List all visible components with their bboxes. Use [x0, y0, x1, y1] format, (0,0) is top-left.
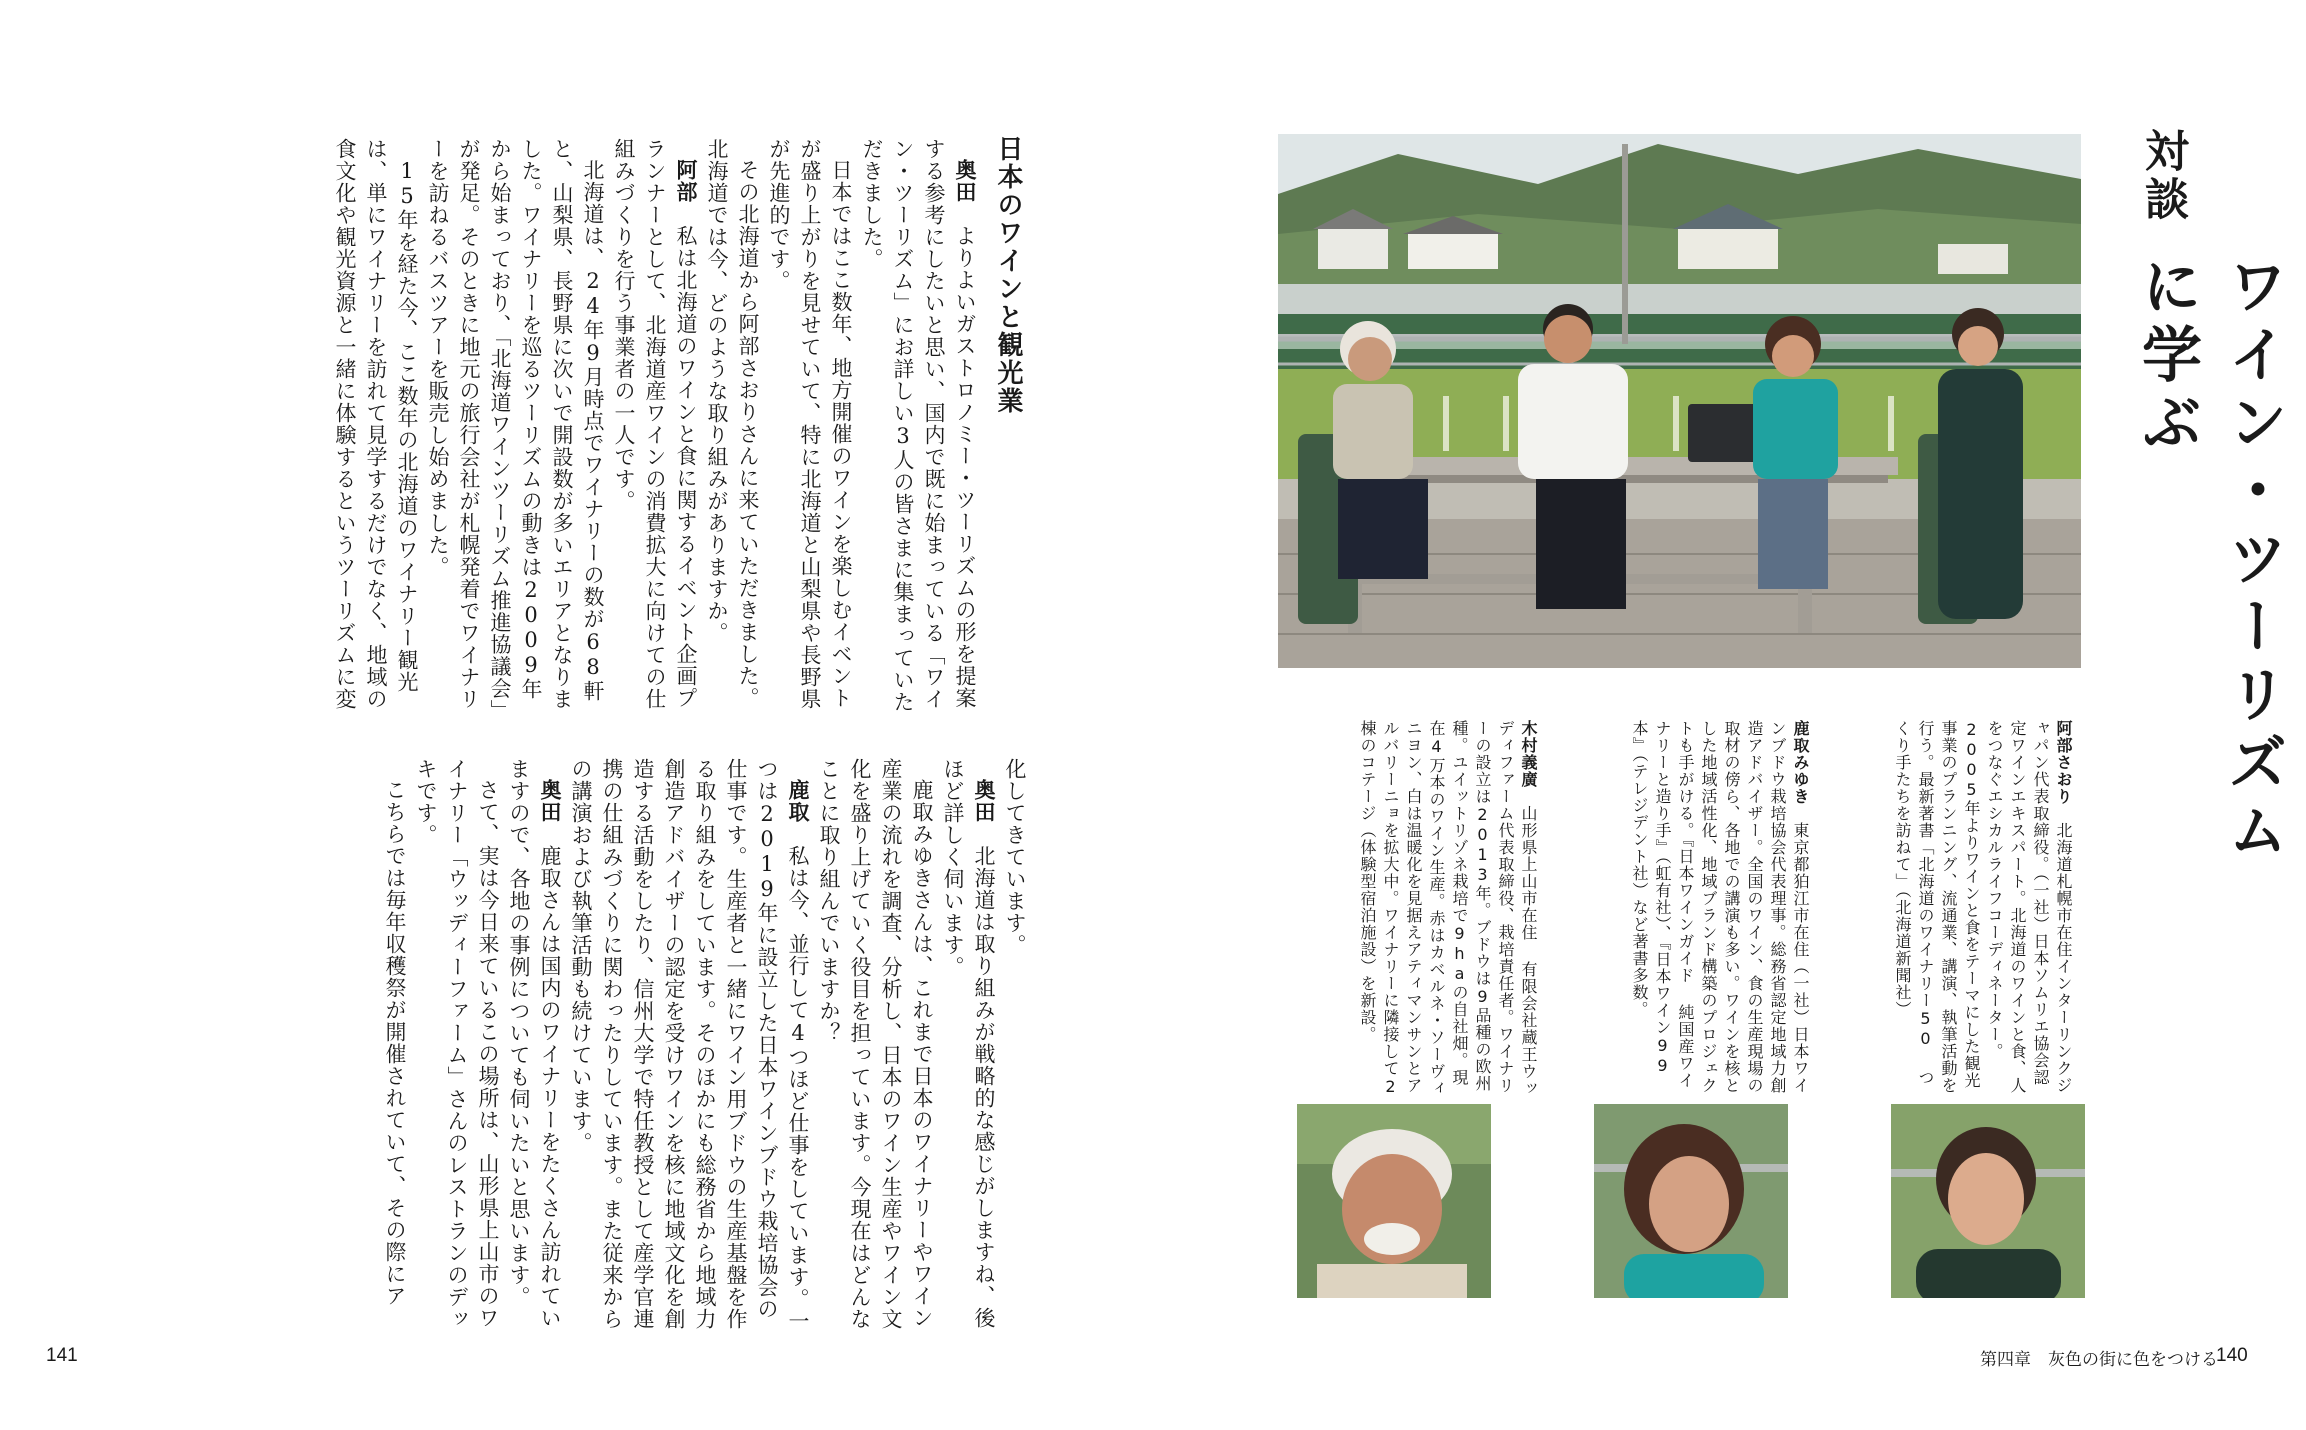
- portrait-katori: [1594, 1104, 1788, 1298]
- page-number-right: 140: [2216, 1345, 2248, 1366]
- portrait-kimura-illustration: [1297, 1104, 1491, 1298]
- paragraph: [608, 138, 701, 720]
- article-title: ワイン・ツーリズムに学ぶ: [2132, 255, 2288, 867]
- paragraph: 日本ではここ数年、地方開催のワインを楽しむイベントが盛り上がりを見せていて、特に北海道と山梨県や長野県が先進的です。: [767, 138, 853, 710]
- bio-kimura-text: 山形県上山市在住 有限会社蔵王ウッディファーム代表取締役、栽培責任者。ワイナリーの設立は2013年。ブドウは9品種の欧州種。ユイットリゾネ栽培で9haの自社畑。現在4万本のワイン生産。赤はカベルネ・ソーヴィニヨン、白は温暖化を見据えアティマンサンとアルバリーニョを拡大中。ワイナリーに隣接して2棟のコテージ（体験型宿泊施設）を新設。: [1358, 720, 1538, 1097]
- bio-abe-text: 北海道札幌市在住インターリンクジャパン代表取締役。（一社）日本ソムリエ協会認定ワインエキスパート。北海道のワインと食、人をつなぐエシカルライフコーディネーター。2005年よりワインと食をテーマにした観光事業のプランニング、流通業、講演、執筆活動を行う。最新著書「北海道のワイナリー50 つくり手たちを訪ねて」（北海道新聞社）: [1893, 720, 2073, 1094]
- section-heading: 日本のワインと観光業: [993, 135, 1023, 415]
- bio-kimura: [1310, 720, 1540, 1100]
- paragraph: 化してきています。: [1003, 758, 1027, 956]
- paragraph: その北海道から阿部さおりさんに来ていただきました。北海道では今、どのような取り組みがありますか。: [705, 138, 760, 709]
- speaker-label: 阿部: [674, 159, 698, 203]
- speaker-label: 奥田: [972, 779, 996, 823]
- article-kicker: 対談: [2137, 128, 2188, 224]
- paragraph-text: 私は今、並行して4つほど仕事をしています。一つは2019年に設立した日本ワインブドウ栽培協会の仕事です。生産者と一緒にワイン用ブドウの生産基盤を作る取り組みをしています。そのほかにも総務省から地域力創造アドバイザーの認定を受けワインを核に地域文化を創造する活動をしたり、信州大学で特任教授として産学官連携の仕組みづくりに関わったりしています。また従来からの講演および執筆活動も続けています。: [569, 758, 810, 1332]
- paragraph-text: よりよいガストロノミー・ツーリズムの形を提案する参考にしたいと思い、国内で既に始まっている「ワイン・ツーリズム」にお詳しい3人の皆さまに集まっていただきました。: [860, 138, 977, 713]
- paragraph: [937, 758, 999, 1340]
- speaker-label: 鹿取: [786, 779, 810, 823]
- paragraph: [856, 138, 980, 720]
- top-text-block: [142, 138, 980, 720]
- bio-kimura-name: 木村義廣: [1519, 720, 1538, 788]
- paragraph: 15年を経た今、ここ数年の北海道のワイナリー観光は、単にワイナリーを訪れて見学するだけでなく、地域の食文化や観光資源と一緒に体験するというツーリズムに変: [333, 138, 419, 710]
- paragraph-text: 北海道は取り組みが戦略的な感じがしますね、後ほど詳しく伺います。: [941, 758, 996, 1329]
- paragraph: [565, 758, 813, 1340]
- running-head: 第四章 灰色の街に色をつける: [1980, 1350, 2218, 1370]
- bio-abe-name: 阿部さおり: [2054, 720, 2073, 805]
- portrait-abe-illustration: [1891, 1104, 2085, 1298]
- page-number-left: 141: [46, 1345, 78, 1366]
- bottom-text-block: [142, 758, 1030, 1340]
- paragraph-text: 私は北海道のワインと食に関するイベント企画プランナーとして、北海道産ワインの消費拡大に向けての仕組みづくりを行う事業者の一人です。: [612, 138, 698, 710]
- portrait-abe: [1891, 1104, 2085, 1298]
- main-photo: [1278, 134, 2081, 668]
- paragraph: こちらでは毎年収穫祭が開催されていて、その際にア: [383, 779, 407, 1307]
- paragraph: さて、実は今日来ているこの場所は、山形県上山市のワイナリー「ウッディーファーム」さんのレストランのデッキです。: [414, 758, 500, 1330]
- portrait-katori-illustration: [1594, 1104, 1788, 1298]
- portrait-kimura: [1297, 1104, 1491, 1298]
- speaker-label: 奥田: [538, 779, 562, 823]
- bio-abe: [1893, 720, 2075, 1100]
- main-photo-illustration: [1278, 134, 2081, 668]
- paragraph: [503, 758, 565, 1340]
- paragraph: 鹿取みゆきさんは、これまで日本のワイナリーやワイン産業の流れを調査、分析し、日本のワイン生産やワイン文化を盛り上げていく役目を担っています。今現在はどんなことに取り組んでいますか？: [817, 758, 934, 1330]
- bio-katori-text: 東京都狛江市在住（一社）日本ワインブドウ栽培協会代表理事。総務省認定地域力創造アドバイザー。全国のワイン、食の生産現場の取材の傍ら、各地での講演も多い。ワインを核とした地域活性化、地域ブランド構築のプロジェクトも手がける。『日本ワインガイド 純国産ワイナリーと造り手』（虹有社）、『日本ワイン99本』（テレジデント社）など著書多数。: [1630, 720, 1810, 1094]
- bio-katori-name: 鹿取みゆき: [1791, 720, 1810, 805]
- paragraph: 北海道は、24年9月時点でワイナリーの数が68軒と、山梨県、長野県に次いで開設数が多いエリアとなりました。ワイナリーを巡るツーリズムの動きは2009年から始まっており、「北海道ワインツーリズム推進協議会」が発足。そのときに地元の旅行会社が札幌発着でワイナリーを訪ねるバスツアーを販売し始めました。: [426, 138, 605, 711]
- bio-katori: [1567, 720, 1812, 1100]
- speaker-label: 奥田: [953, 159, 977, 203]
- paragraph-text: 鹿取さんは国内のワイナリーをたくさん訪れていますので、各地の事例についても伺いたいと思います。: [507, 758, 562, 1329]
